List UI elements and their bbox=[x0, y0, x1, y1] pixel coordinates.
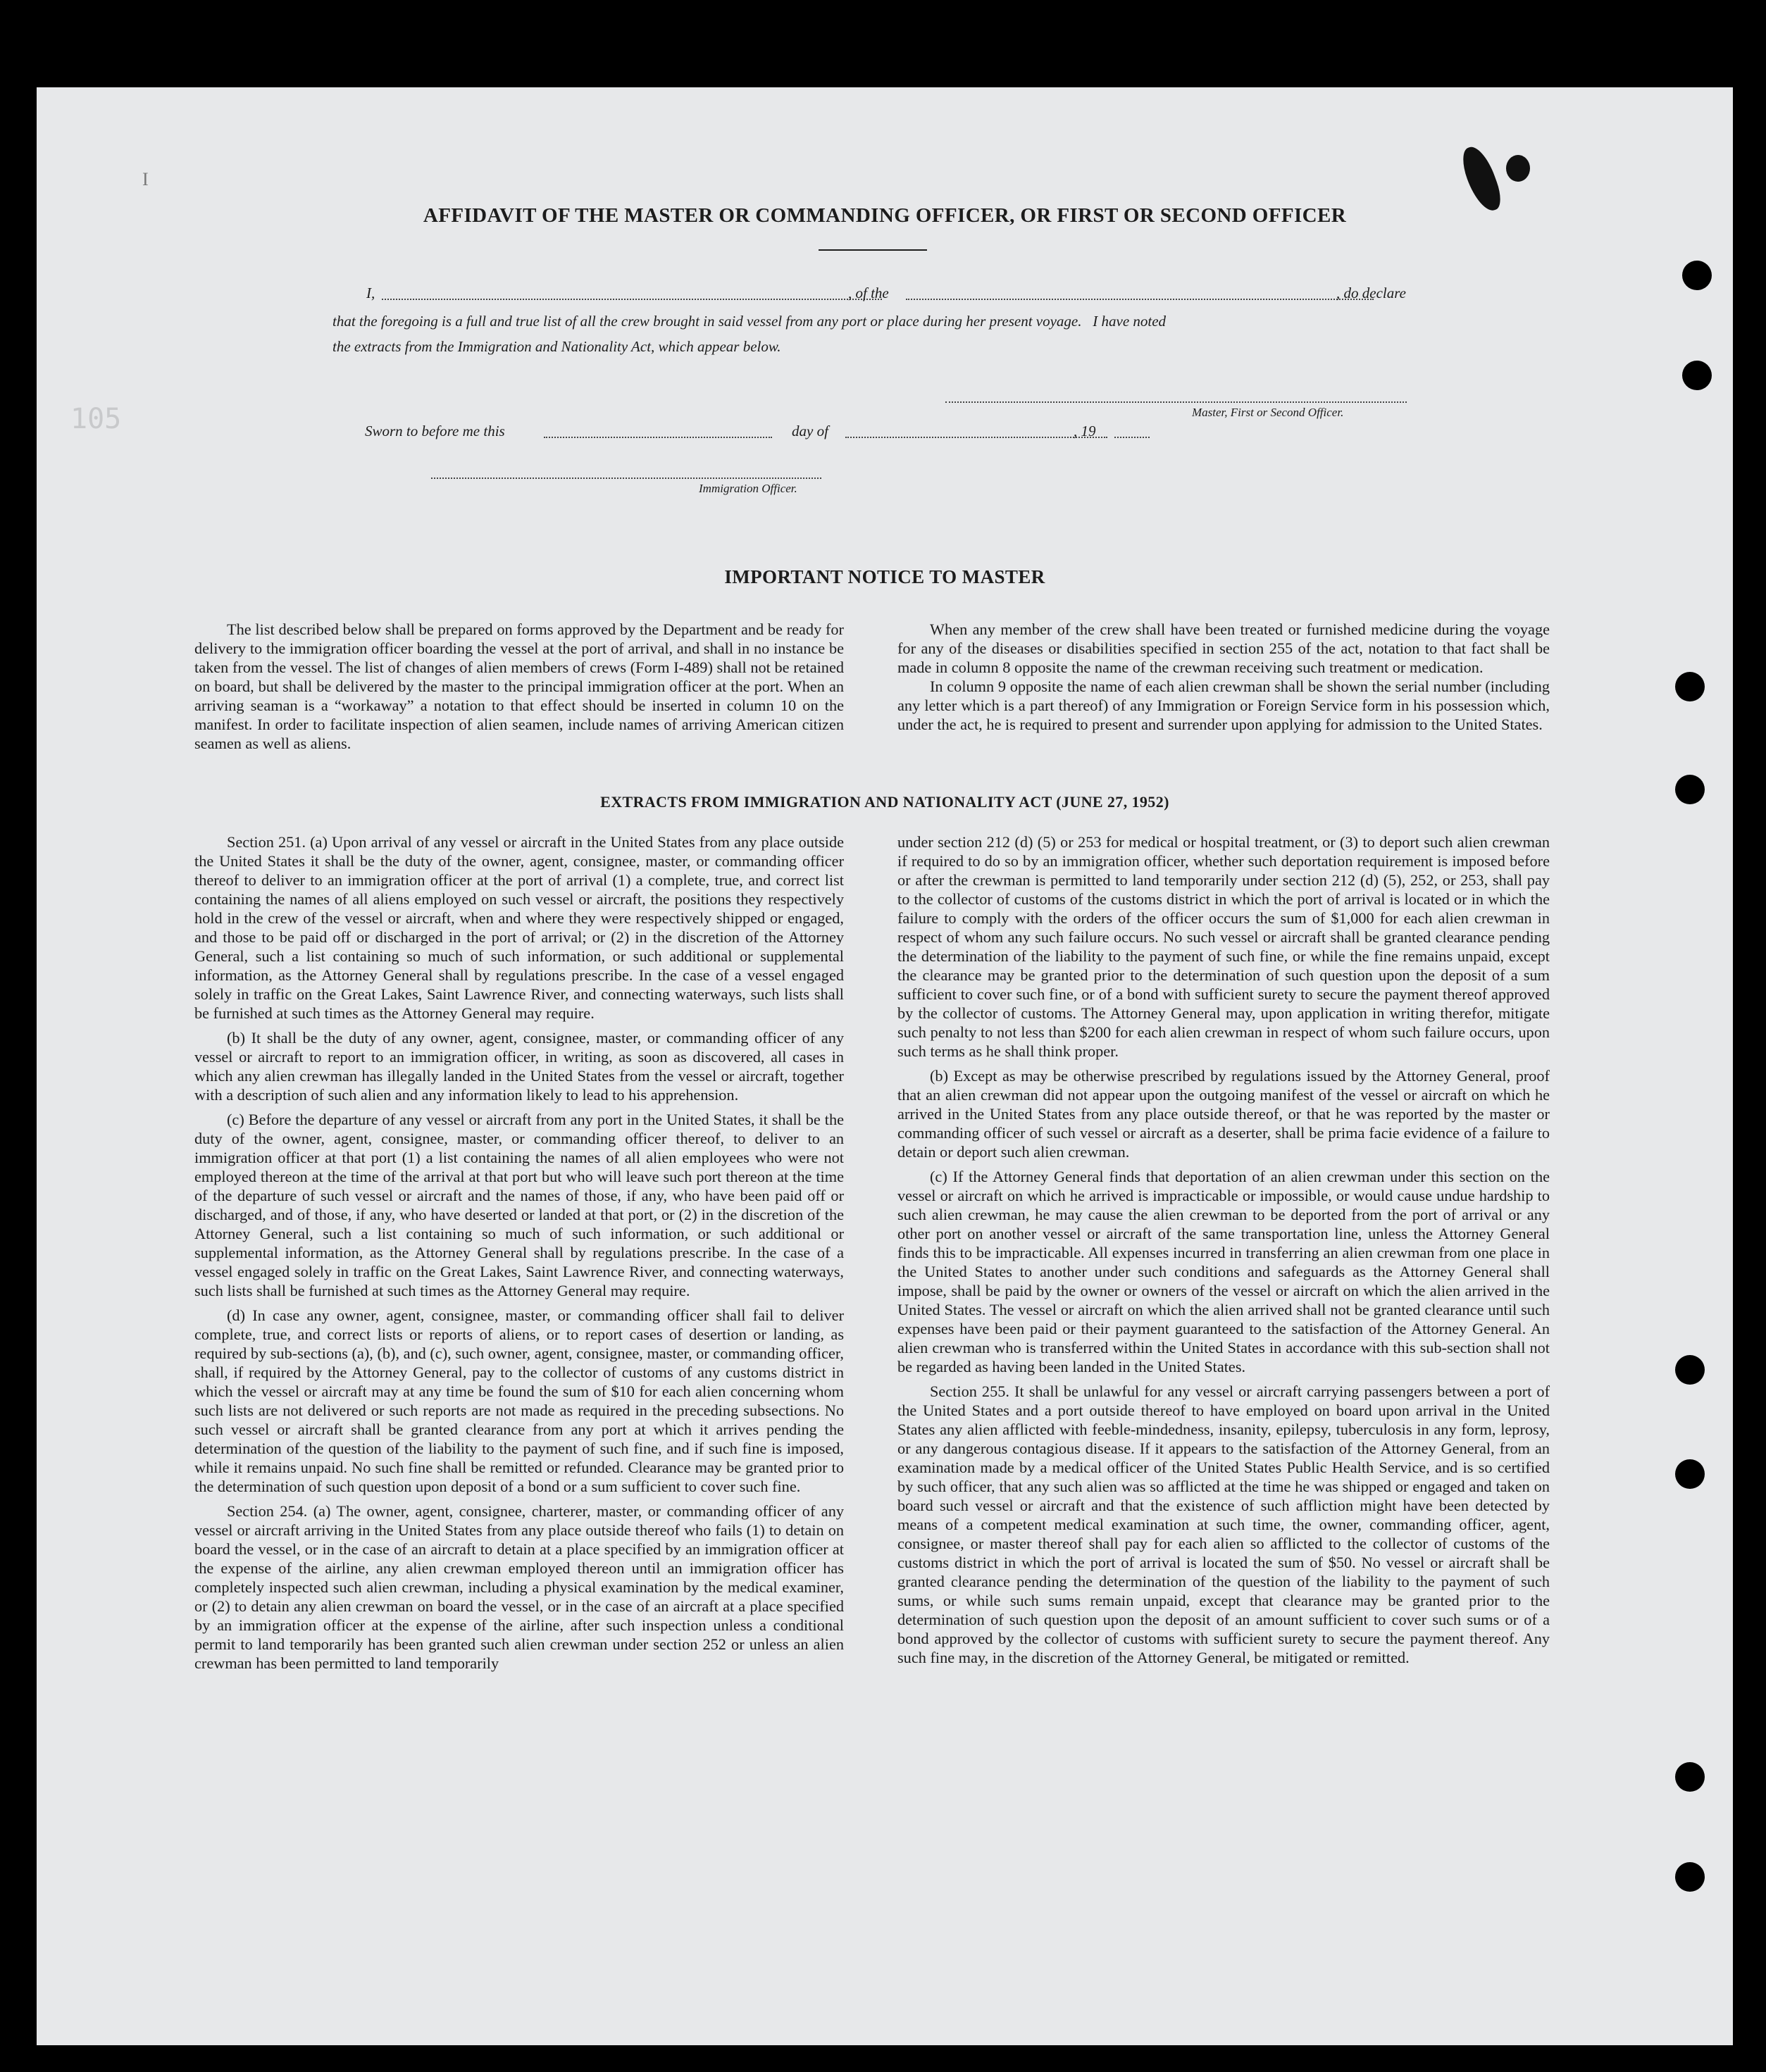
sworn-year-field[interactable] bbox=[1114, 437, 1150, 438]
day-of-label: day of bbox=[792, 423, 828, 439]
binder-hole bbox=[1675, 775, 1705, 804]
binder-hole bbox=[1675, 672, 1705, 701]
vessel-name-field[interactable] bbox=[906, 299, 1374, 300]
sworn-label: Sworn to before me this bbox=[365, 423, 505, 439]
page-number-stamp: 105 bbox=[70, 403, 122, 435]
affidavit-title: AFFIDAVIT OF THE MASTER OR COMMANDING OFFICER, OR FIRST OR SECOND OFFICER bbox=[423, 204, 1347, 227]
immigration-officer-signature-line[interactable] bbox=[431, 478, 821, 479]
binder-hole bbox=[1675, 1355, 1705, 1385]
notice-title: IMPORTANT NOTICE TO MASTER bbox=[724, 566, 1045, 587]
year-label: , 19 bbox=[1074, 423, 1096, 439]
binder-hole bbox=[1682, 361, 1712, 390]
document-page bbox=[37, 87, 1733, 2045]
notice-right-paragraph: In column 9 opposite the name of each alien crewman shall be shown the serial number (including any letter which is a part thereof) of any Immigration or Foreign Service form in his possession which, under the act, he is required to present and surrender upon applying for admission to the United States. bbox=[897, 678, 1550, 733]
extracts-left-column bbox=[194, 832, 844, 1678]
title-rule bbox=[819, 249, 927, 251]
extract-paragraph: (b) Except as may be otherwise prescribed by regulations issued by the Attorney General, proof that an alien crewman did not appear upon the outgoing manifest of the vessel or aircraft on which he arrived in the United States from any place outside thereof, or that he was reported by the master or commanding officer of such vessel or aircraft as a deserter, shall be prima facie evidence of a failure to detain or deport such alien crewman. bbox=[897, 1067, 1550, 1161]
ink-blot bbox=[1506, 155, 1530, 182]
master-signature-caption: Master, First or Second Officer. bbox=[1192, 406, 1344, 419]
binder-hole bbox=[1675, 1459, 1705, 1489]
declaration-line-2: the extracts from the Immigration and Nationality Act, which appear below. bbox=[332, 338, 781, 355]
of-the-label: , of the bbox=[848, 285, 889, 301]
extract-paragraph: Section 251. (a) Upon arrival of any vessel or aircraft in the United States from any place outside the United States it shall be the duty of the owner, agent, consignee, master, or commanding officer thereof to deliver to an immigration officer at the port of arrival (1) a complete, true, and correct list containing the names of all aliens employed on such vessel or aircraft, the positions they respectively hold in the crew of the vessel or aircraft, when and where they were respectively shipped or engaged, and those to be paid off or discharged in the port of arrival; or (2) in the discretion of the Attorney General, such a list containing so much of such information, or such additional or supplemental information, as the Attorney General shall by regulations prescribe. In the case of a vessel engaged solely in traffic on the Great Lakes, Saint Lawrence River, and connecting waterways, such lists shall be furnished at such times as the Attorney General may require. bbox=[194, 833, 844, 1022]
margin-mark: I bbox=[142, 169, 149, 189]
declaration-line-1: that the foregoing is a full and true list of all the crew brought in said vessel from any port or place during her present voyage. I have noted bbox=[332, 313, 1167, 330]
master-name-field[interactable] bbox=[382, 299, 882, 300]
master-signature-line[interactable] bbox=[945, 401, 1407, 403]
notice-left-paragraph: The list described below shall be prepared on forms approved by the Department and be ready for delivery to the immigration officer boarding the vessel at the port of arrival, and shall in no instance be taken from the vessel. The list of changes of alien members of crews (Form I-489) shall not be retained on board, but shall be delivered by the master to the principal immigration officer at the port. When an arriving seaman is a “workaway” a notation to that effect should be inserted in column 10 on the manifest. In order to facilitate inspection of alien seamen, include names of arriving American citizen seamen as well as aliens. bbox=[194, 620, 844, 752]
notice-right-column bbox=[897, 620, 1550, 739]
sworn-day-field[interactable] bbox=[544, 437, 772, 438]
immigration-officer-caption: Immigration Officer. bbox=[699, 482, 797, 495]
extracts-right-column bbox=[897, 832, 1550, 1673]
extract-paragraph: under section 212 (d) (5) or 253 for medical or hospital treatment, or (3) to deport such alien crewman if required to do so by an immigration officer, whether such deportation requirement is imposed before or after the crewman is permitted to land temporarily under section 212 (d) (5), 252, or 253, shall pay to the collector of customs of the customs district in which the port of arrival is located or in which the failure to comply with the orders of the officer occurs the sum of $1,000 for each alien crewman in respect of whom any such failure occurs. No such vessel or aircraft shall be granted clearance pending the determination of the liability to the payment of such fine, or while the fine remains unpaid, except the clearance may be granted prior to the determination of such question upon the deposit of a sum sufficient to cover such fine, or of a bond with sufficient surety to secure the payment thereof approved by the collector of customs. The Attorney General may, upon application in writing therefor, mitigate such penalty to not less than $200 for each alien crewman in respect of whom such failure occurs, upon such terms as he shall think proper. bbox=[897, 833, 1550, 1060]
notice-left-column bbox=[194, 620, 844, 759]
extract-paragraph: Section 254. (a) The owner, agent, consignee, charterer, master, or commanding officer of any vessel or aircraft arriving in the United States from any place outside thereof who fails (1) to detain on board the vessel, or in the case of an aircraft to detain at a place specified by an immigration officer at the expense of the airline, any alien crewman employed thereon until an immigration officer has completely inspected such alien crewman, including a physical examination by the medical examiner, or (2) to detain any alien crewman on board the vessel, or in the case of an aircraft at a place specified by an immigration officer at the expense of the airline, after such inspection unless a conditional permit to land temporarily has been granted such alien crewman under section 252 or unless an alien crewman has been permitted to land temporarily bbox=[194, 1502, 844, 1672]
extracts-title: EXTRACTS FROM IMMIGRATION AND NATIONALITY ACT (JUNE 27, 1952) bbox=[600, 793, 1169, 811]
extract-paragraph: (c) If the Attorney General finds that deportation of an alien crewman under this section on the vessel or aircraft on which he arrived is impracticable or impossible, or would cause undue hardship to such alien crewman, he may cause the alien crewman to be deported from the port of arrival or any other port on another vessel or aircraft of the same transportation line, unless the Attorney General finds this to be impracticable. All expenses incurred in transferring an alien crewman from one place in the United States to another under such conditions and safeguards as the Attorney General shall impose, shall be paid by the owner or owners of the vessel or aircraft on which the alien arrived in the United States. The vessel or aircraft on which the alien arrived shall not be granted clearance until such expenses have been paid or their payment guaranteed to the satisfaction of the Attorney General. An alien crewman who is transferred within the United States in accordance with this sub-section shall not be regarded as having been landed in the United States. bbox=[897, 1168, 1550, 1375]
binder-hole bbox=[1675, 1862, 1705, 1892]
i-label: I, bbox=[366, 285, 375, 301]
do-declare-label: , do declare bbox=[1336, 285, 1406, 301]
extract-paragraph: (b) It shall be the duty of any owner, agent, consignee, master, or commanding officer of any vessel or aircraft to report to an immigration officer, in writing, as soon as discovered, all cases in which any alien crewman has illegally landed in the United States from the vessel or aircraft, together with a description of such alien and any information likely to lead to his apprehension. bbox=[194, 1029, 844, 1104]
binder-hole bbox=[1675, 1762, 1705, 1792]
binder-hole bbox=[1682, 261, 1712, 290]
notice-right-paragraph: When any member of the crew shall have been treated or furnished medicine during the voyage for any of the diseases or disabilities specified in section 255 of the act, notation to that fact shall be made in column 8 opposite the name of the crewman receiving such treatment or medication. bbox=[897, 620, 1550, 676]
extract-paragraph: (d) In case any owner, agent, consignee, master, or commanding officer shall fail to deliver complete, true, and correct lists or reports of aliens, or to report cases of desertion or landing, as required by sub-sections (a), (b), and (c), such owner, agent, consignee, master, or commanding officer, shall, if required by the Attorney General, pay to the collector of customs of any customs district in which the vessel or aircraft may at any time be found the sum of $10 for each alien concerning whom such lists are not delivered or such reports are not made as required in the preceding subsections. No such vessel or aircraft shall be granted clearance from any port at which it arrives pending the determination of the question of the liability to the payment of such fine, and if such fine is imposed, while it remains unpaid. No such fine shall be remitted or refunded. Clearance may be granted prior to the determination of such question upon deposit of a bond or a sum sufficient to cover such fine. bbox=[194, 1306, 844, 1495]
extract-paragraph: (c) Before the departure of any vessel or aircraft from any port in the United States, it shall be the duty of the owner, agent, consignee, master, or commanding officer thereof, to deliver to an immigration officer at that port (1) a list containing the names of all alien employees who were not employed thereon at the time of the arrival at that port but who will leave such port thereon at the time of the departure of such vessel or aircraft and the names of those, if any, who have been paid off or discharged, and of those, if any, who have deserted or landed at that port, or (2) in the discretion of the Attorney General, such a list containing so much of such information, or such additional or supplemental information, as the Attorney General shall by regulations prescribe. In the case of a vessel engaged solely in traffic on the Great Lakes, Saint Lawrence River, and connecting waterways, such lists shall be furnished at such times as the Attorney General may require. bbox=[194, 1111, 844, 1299]
sworn-month-field[interactable] bbox=[845, 437, 1107, 438]
extract-paragraph: Section 255. It shall be unlawful for any vessel or aircraft carrying passengers between a port of the United States and a port outside thereof to have employed on board upon arrival in the United States any alien afflicted with feeble-mindedness, insanity, epilepsy, tuberculosis in any form, leprosy, or any dangerous contagious disease. If it appears to the satisfaction of the Attorney General, from an examination made by a medical officer of the United States Public Health Service, and is so certified by such officer, that any such alien was so afflicted at the time he was shipped or engaged and taken on board such vessel or aircraft and that the existence of such affliction might have been detected by means of a competent medical examination at such time, the owner, commanding officer, agent, consignee, or master thereof shall pay for each alien so afflicted to the collector of customs of the customs district in which the port of arrival is located the sum of $50. No vessel or aircraft shall be granted clearance pending the determination of the question of the liability to the payment of such sums, or while such sums remain unpaid, except that clearance may be granted prior to the determination of such question upon the deposit of an amount sufficient to cover such sums or of a bond approved by the collector of customs with sufficient surety to secure the payment thereof. Any such fine may, in the discretion of the Attorney General, be mitigated or remitted. bbox=[897, 1383, 1550, 1666]
